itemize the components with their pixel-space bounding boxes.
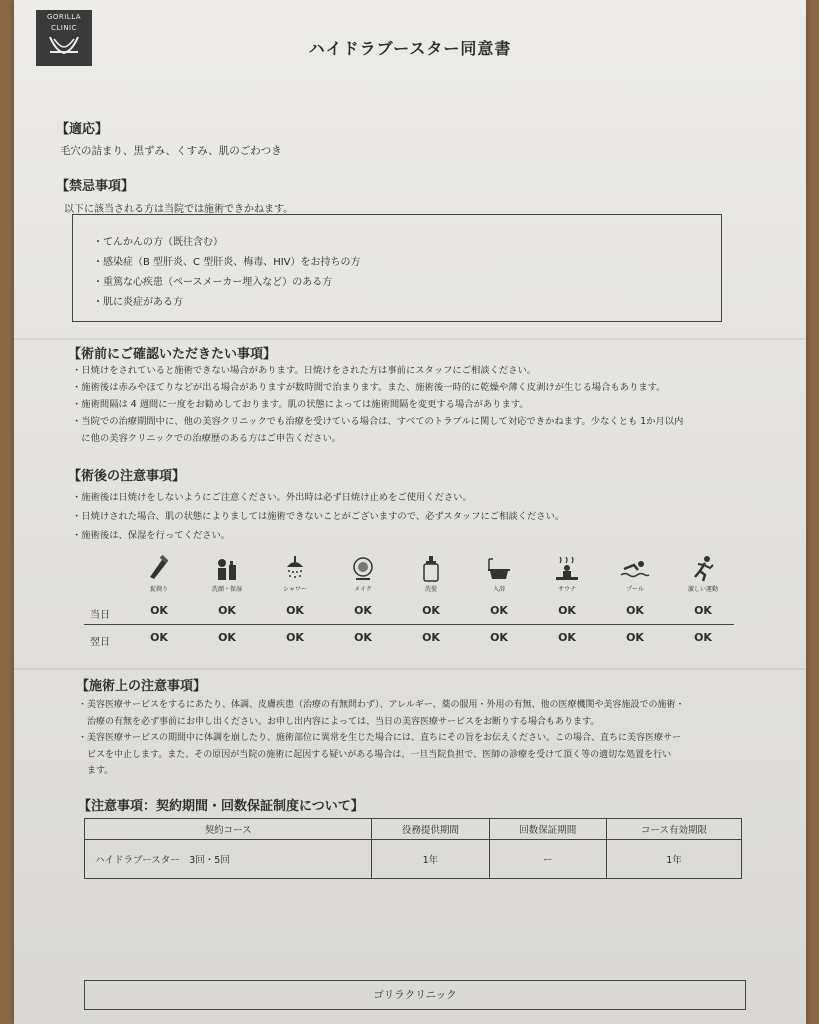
indications-text: 毛穴の詰まり、黒ずみ、くすみ、肌のごわつき xyxy=(60,145,282,157)
running-icon xyxy=(690,555,716,583)
status-ok: OK xyxy=(150,631,168,644)
activity-label: 洗髪 xyxy=(424,586,437,593)
bathtub-icon xyxy=(486,555,512,583)
status-ok: OK xyxy=(490,604,508,617)
shower-icon xyxy=(282,555,308,583)
note-line: ・日焼けをされていると施術できない場合があります。日焼けをされた方は事前にスタッフにご相談ください。 xyxy=(72,365,537,376)
contraindication-item: ・てんかんの方（既往含む） xyxy=(93,237,223,248)
post-treatment-heading: 【術後の注意事項】 xyxy=(68,469,186,484)
column-header: 回数保証期間 xyxy=(489,819,606,840)
clinic-name-footer: ゴリラクリニック xyxy=(84,980,746,1010)
activity-shower xyxy=(265,555,325,593)
shampoo-bottle-icon xyxy=(418,555,444,583)
activity-exercise xyxy=(673,555,733,593)
table-divider xyxy=(84,624,734,625)
procedure-notes xyxy=(78,697,793,780)
status-ok: OK xyxy=(354,604,372,617)
activity-razor xyxy=(129,555,189,593)
table-cell: ハイドラブースター 3回・5回 xyxy=(85,840,372,879)
note-line: 治療の有無を必ず事前にお申し出ください。お申し出内容によっては、当日の美容医療サービスをお断りする場合もあります。 xyxy=(78,716,600,727)
activity-shampoo xyxy=(401,555,461,593)
logo-text-2: CLINIC xyxy=(50,24,78,32)
table-cell: 1年 xyxy=(372,840,489,879)
activity-label: 入浴 xyxy=(492,586,505,593)
note-line: ・施術後は日焼けをしないようにご注意ください。外出時は必ず日焼け止めをご使用ください。 xyxy=(72,492,472,503)
note-line: ・日焼けされた場合、肌の状態によりましては施術できないことがございますので、必ずスタッフにご相談ください。 xyxy=(72,511,565,522)
activity-pool xyxy=(605,555,665,593)
status-ok: OK xyxy=(422,604,440,617)
note-line: ・当院での治療期間中に、他の美容クリニックでも治療を受けている場合は、すべてのトラブルに関して対応できかねます。少なくとも 1か月以内 xyxy=(72,416,684,427)
contract-table xyxy=(84,818,742,879)
status-ok: OK xyxy=(286,604,304,617)
table-header-row xyxy=(85,819,742,840)
swimming-icon xyxy=(620,555,650,583)
post-treatment-notes xyxy=(72,488,792,545)
row-label-next-day: 翌日 xyxy=(90,637,110,648)
status-ok: OK xyxy=(558,604,576,617)
table-row xyxy=(85,840,742,879)
document-title: ハイドラブースター同意書 xyxy=(308,39,512,58)
note-line: ます。 xyxy=(78,766,114,776)
column-header: 役務提供期間 xyxy=(372,819,489,840)
status-ok: OK xyxy=(218,604,236,617)
status-ok: OK xyxy=(286,631,304,644)
activity-label: 洗顔・保湿 xyxy=(211,586,242,593)
activity-bath xyxy=(469,555,529,593)
status-ok: OK xyxy=(150,604,168,617)
activity-makeup xyxy=(333,555,393,593)
status-ok: OK xyxy=(626,604,644,617)
activity-face-wash xyxy=(197,555,257,593)
row-label-day-of: 当日 xyxy=(90,610,110,621)
status-ok: OK xyxy=(354,631,372,644)
column-header: 契約コース xyxy=(85,819,372,840)
status-ok: OK xyxy=(626,631,644,644)
activity-label: メイク xyxy=(354,586,372,593)
procedure-heading: 【施術上の注意事項】 xyxy=(76,679,207,694)
contraindications-intro: 以下に該当される方は当院では施術できかねます。 xyxy=(64,204,294,215)
table-cell: 1年 xyxy=(606,840,741,879)
activity-label: プール xyxy=(626,586,644,593)
note-line: ・施術後は赤みやほてりなどが出る場合がありますが数時間で治まります。また、施術後一時的に乾燥や薄く皮剥けが生じる場合もあります。 xyxy=(72,382,666,393)
contraindication-item: ・重篤な心疾患（ペースメーカー埋入など）のある方 xyxy=(93,277,333,288)
activity-label: シャワー xyxy=(283,586,307,593)
pre-treatment-notes xyxy=(72,362,792,447)
indications-heading: 【適応】 xyxy=(56,122,109,137)
status-ok: OK xyxy=(694,604,712,617)
contraindication-item: ・肌に炎症がある方 xyxy=(93,297,183,308)
face-wash-icon xyxy=(214,555,240,583)
status-ok: OK xyxy=(422,631,440,644)
pre-treatment-heading: 【術前にご確認いただきたい事項】 xyxy=(68,347,277,362)
note-line: ビスを中止します。また、その原因が当院の施術に起因する疑いがある場合は、一旦当院負担で、医師の診療を受けて頂く等の適切な処置を行い xyxy=(78,749,672,760)
status-ok: OK xyxy=(218,631,236,644)
logo-text-1: GORILLA xyxy=(46,13,82,21)
status-ok: OK xyxy=(558,631,576,644)
activity-label: サウナ xyxy=(557,586,576,593)
column-header: コース有効期限 xyxy=(606,819,741,840)
note-line: ・施術間隔は 4 週間に一度をお勧めしております。肌の状態によっては施術間隔を変更する場合があります。 xyxy=(72,399,529,410)
contract-heading: 【注意事項：契約期間・回数保証制度について】 xyxy=(78,799,364,814)
status-ok: OK xyxy=(490,631,508,644)
activity-sauna xyxy=(537,555,597,593)
razor-icon xyxy=(146,555,172,583)
contraindications-heading: 【禁忌事項】 xyxy=(56,179,135,194)
sauna-icon xyxy=(554,555,580,583)
note-line: に他の美容クリニックでの治療歴のある方はご申告ください。 xyxy=(72,433,342,444)
note-line: ・美容医療サービスの期間中に体調を崩したり、施術部位に異常を生じた場合には、直ちにその旨をお伝えください。この場合、直ちに美容医療サー xyxy=(78,733,682,743)
note-line: ・美容医療サービスをするにあたり、体調、皮膚疾患（治療の有無問わず）、アレルギー、薬の服用・外用の有無、他の医療機関や美容施設での施術・ xyxy=(78,700,685,710)
table-cell: ー xyxy=(489,840,606,879)
makeup-compact-icon xyxy=(350,555,376,583)
note-line: ・施術後は、保湿を行ってください。 xyxy=(72,530,231,541)
activity-label: 髭剃り xyxy=(149,586,168,593)
status-ok: OK xyxy=(694,631,712,644)
consent-form-sheet xyxy=(14,0,806,1024)
contraindication-item: ・感染症（B 型肝炎、C 型肝炎、梅毒、HIV）をお持ちの方 xyxy=(93,257,361,268)
contraindications-box xyxy=(72,214,722,322)
activity-label: 激しい運動 xyxy=(687,586,718,593)
